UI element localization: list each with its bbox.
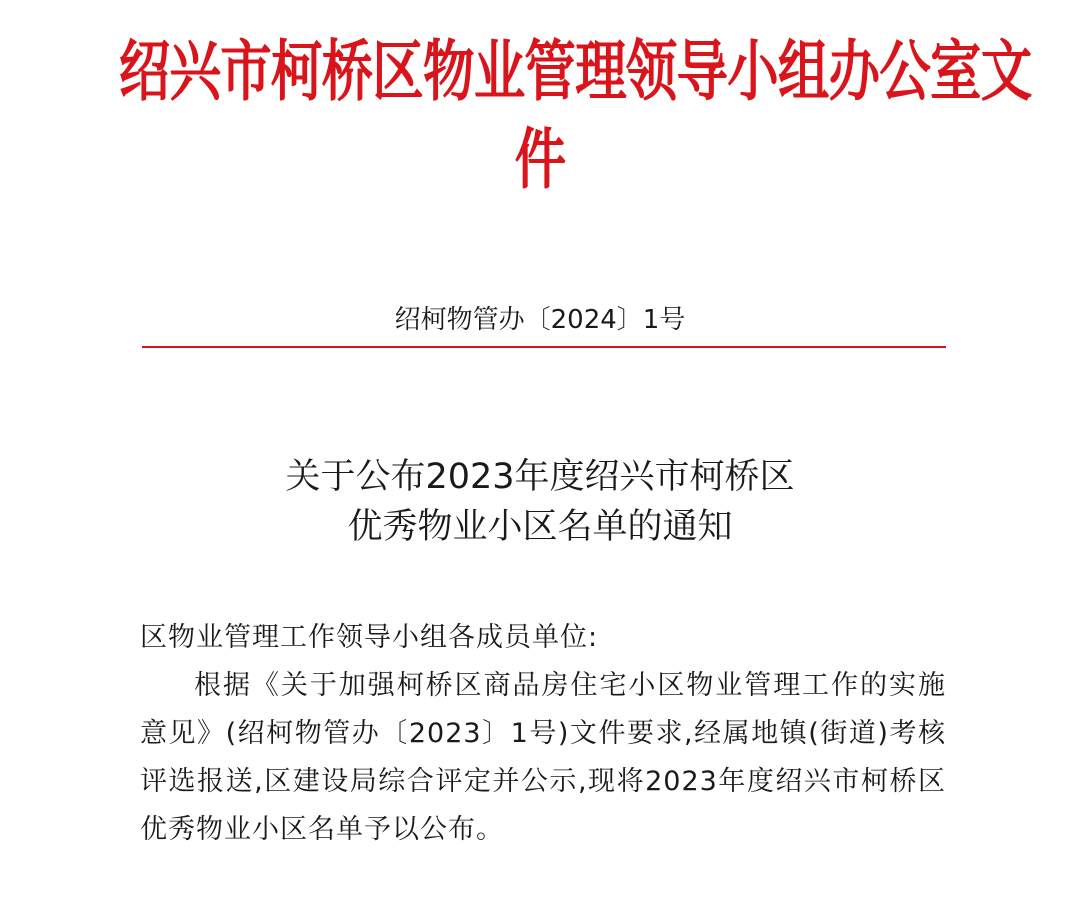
body-paragraph: 根据《关于加强柯桥区商品房住宅小区物业管理工作的实施意见》(绍柯物管办〔2023〕1号)文件要求,经属地镇(街道)考核评选报送,区建设局综合评定并公示,现将2023年度绍兴市柯桥区优秀物业小区名单予以公布。 [140, 670, 946, 845]
salutation: 区物业管理工作领导小组各成员单位: [140, 622, 599, 653]
notice-title-line-1: 关于公布2023年度绍兴市柯桥区 [285, 457, 795, 497]
header-title-line-1: 绍兴市柯桥区物业管理领导小组办公室文 [118, 33, 1032, 110]
red-divider-line [142, 346, 946, 348]
notice-title-line-2: 优秀物业小区名单的通知 [347, 507, 733, 547]
notice-title [0, 452, 1080, 552]
red-header-title [0, 28, 1080, 204]
notice-body [140, 614, 946, 854]
document-number: 绍柯物管办〔2024〕1号 [394, 305, 686, 335]
header-title-line-2: 件 [514, 121, 566, 198]
